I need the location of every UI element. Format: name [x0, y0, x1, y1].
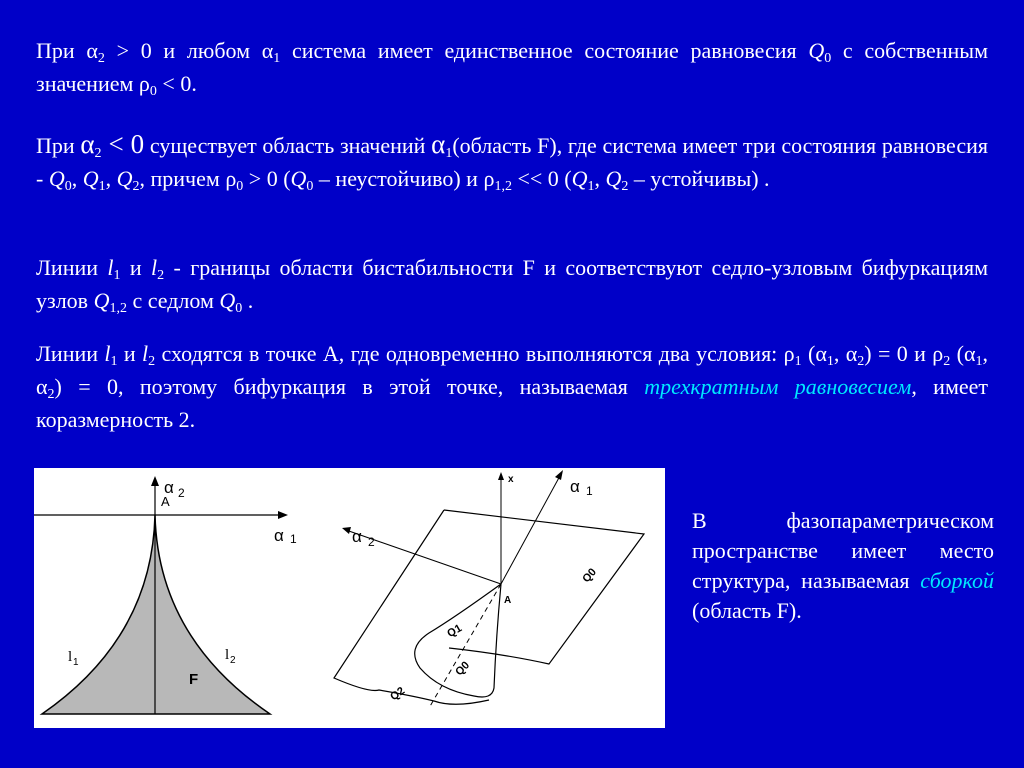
term-cusp: сборкой [920, 568, 994, 593]
subscript: 2 [47, 387, 55, 402]
alpha-symbol: α [86, 38, 98, 63]
text: > 0 и любом [104, 38, 262, 63]
subscript: 1 [110, 354, 118, 369]
subscript: 2 [132, 179, 140, 194]
subscript: 1 [273, 51, 281, 66]
label-two: 2 [178, 486, 185, 500]
paragraph-4 [36, 337, 988, 436]
l-symbol: l [142, 341, 149, 366]
q-symbol: Q [219, 288, 236, 313]
text: ( [801, 341, 816, 366]
text: ( [950, 341, 964, 366]
text: сходятся в точке А, где одновременно выполняются два условия: [155, 341, 784, 366]
subscript: 1 [113, 268, 121, 283]
text: В фазопараметрическом пространстве имеет место структура, называемая [692, 508, 994, 593]
rho-symbol: ρ [783, 341, 795, 366]
text: Линии [36, 341, 105, 366]
text: < 0. [156, 71, 197, 96]
side-text [692, 506, 994, 626]
subscript: 1 [826, 354, 834, 369]
text: Линии [36, 255, 108, 280]
label-q1: Q1 [445, 622, 465, 641]
subscript: 1,2 [494, 179, 512, 194]
text: - границы области бистабильности F и соответствуют седло-узловым бифуркациям узлов [36, 255, 988, 313]
label-x: x [508, 474, 514, 485]
l-symbol: l [151, 255, 158, 280]
subscript: 0 [236, 179, 244, 194]
subscript: 0 [824, 51, 832, 66]
label-a-point: A [504, 595, 512, 606]
alpha1-arrowhead [278, 511, 288, 519]
text: При [36, 133, 81, 158]
alpha2-arrowhead [151, 476, 159, 486]
q-symbol: Q [116, 166, 133, 191]
subscript: 2 [148, 354, 156, 369]
alpha-symbol: α [431, 129, 446, 159]
rho-symbol: ρ [483, 166, 495, 191]
text: с собственным значением [36, 38, 989, 96]
text: (область F). [692, 598, 802, 623]
text: < 0 [101, 129, 145, 159]
cusp-surface [412, 510, 644, 699]
text: система имеет единственное состояние равновесия [280, 38, 809, 63]
paragraph-3 [36, 251, 988, 317]
label-q0: Q0 [580, 566, 600, 586]
l-symbol: l [104, 341, 111, 366]
subscript: 1 [98, 179, 106, 194]
alpha-symbol: α [845, 341, 858, 366]
label-alpha: α [352, 527, 362, 546]
text: – неустойчиво) и [313, 166, 484, 191]
text: . [242, 288, 254, 313]
text: ) = 0, поэтому бифуркация в этой точке, называемая [54, 374, 645, 399]
figure-panel [34, 468, 665, 728]
label-l: l [225, 647, 230, 663]
label-two: 2 [230, 655, 236, 666]
text: При [36, 38, 87, 63]
text: , причем [139, 166, 226, 191]
rho-symbol: ρ [225, 166, 237, 191]
alpha1-axis-3d [501, 474, 561, 584]
label-l: l [68, 649, 73, 665]
text: с седлом [126, 288, 220, 313]
label-f-region: F [189, 671, 199, 688]
label-alpha: α [570, 477, 580, 496]
text: , [594, 166, 606, 191]
sheet-top [444, 510, 644, 664]
rho-symbol: ρ [932, 341, 944, 366]
label-one: 1 [73, 657, 79, 668]
alpha2-arrowhead-3d [342, 527, 351, 534]
q-symbol: Q [808, 38, 825, 63]
alpha-symbol: α [261, 38, 274, 63]
subscript: 1 [794, 354, 802, 369]
text: (область F), где система имеет три состояния равновесия - [36, 133, 988, 191]
text: – устойчивы) . [628, 166, 770, 191]
paragraph-1 [36, 34, 988, 100]
alpha-symbol: α [80, 129, 95, 159]
subscript: 2 [857, 354, 865, 369]
alpha-symbol: α [815, 341, 827, 366]
label-one: 1 [290, 532, 297, 546]
paragraph-2 [36, 128, 988, 195]
subscript: 1 [975, 354, 983, 369]
subscript: 2 [157, 268, 165, 283]
text: , [71, 166, 83, 191]
x-arrowhead [498, 472, 504, 480]
text: и [117, 341, 143, 366]
subscript: 1 [587, 179, 595, 194]
text: << 0 ( [511, 166, 572, 191]
label-alpha: α [274, 526, 284, 545]
subscript: 2 [621, 179, 629, 194]
term-triple-equilibrium: трехкратным равновесием [644, 374, 912, 399]
subscript: 2 [97, 51, 105, 66]
l-symbol: l [107, 255, 114, 280]
projection-line [429, 584, 501, 708]
rho-symbol: ρ [138, 71, 150, 96]
text: , имеет коразмерность 2. [36, 374, 989, 432]
text: ) = 0 и [864, 341, 933, 366]
q-symbol: Q [93, 288, 110, 313]
q-symbol: Q [48, 166, 65, 191]
text: , [982, 341, 989, 366]
label-q2: Q2 [388, 684, 408, 704]
text: > 0 ( [243, 166, 291, 191]
subscript: 1,2 [109, 301, 127, 316]
region-f [42, 515, 270, 714]
q-symbol: Q [571, 166, 588, 191]
subscript: 0 [149, 84, 157, 99]
fold-curve [415, 584, 501, 697]
subscript: 1 [445, 146, 453, 161]
text: , [833, 341, 846, 366]
text: существует область значений [144, 133, 432, 158]
alpha-symbol: α [963, 341, 976, 366]
text: , [105, 166, 117, 191]
subscript: 2 [943, 354, 951, 369]
text: и [120, 255, 152, 280]
label-a-point: A [161, 494, 170, 509]
label-q0: Q0 [453, 659, 473, 679]
subscript: 0 [306, 179, 314, 194]
q-symbol: Q [82, 166, 99, 191]
q-symbol: Q [290, 166, 307, 191]
label-alpha: α [164, 478, 174, 497]
label-two: 2 [368, 535, 375, 549]
q-symbol: Q [605, 166, 622, 191]
alpha-symbol: α [36, 374, 48, 399]
subscript: 2 [94, 146, 102, 161]
subscript: 0 [64, 179, 72, 194]
cusp-figure [34, 468, 665, 728]
alpha1-arrowhead-3d [555, 470, 563, 480]
label-one: 1 [586, 484, 593, 498]
subscript: 0 [235, 301, 243, 316]
